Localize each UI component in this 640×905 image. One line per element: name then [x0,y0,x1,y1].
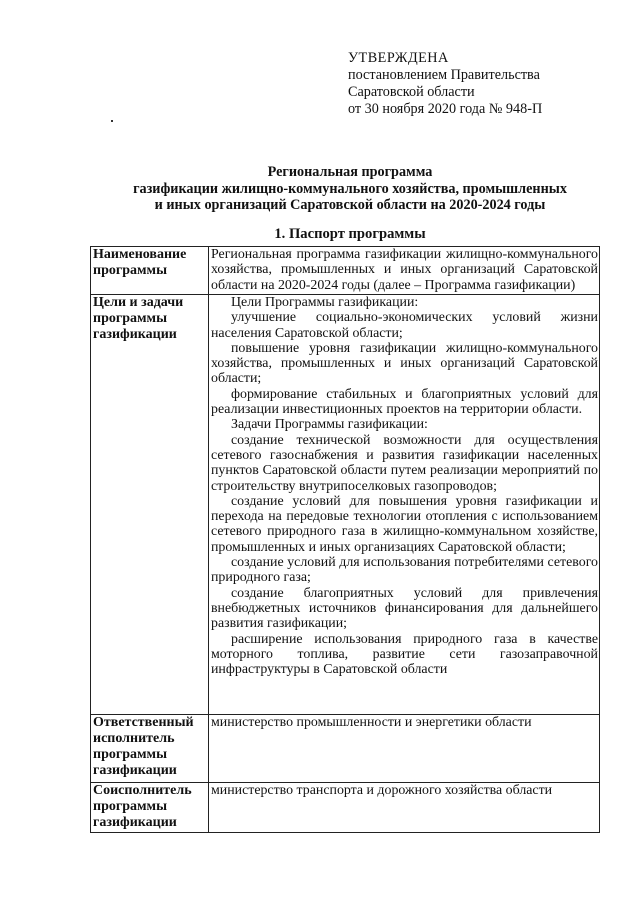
approval-line: постановлением Правительства [348,67,540,83]
content-paragraph: создание технической возможности для осуществления сетевого газоснабжения и развития газификации населенных пунктов Саратовской области путем реализации мероприятий по строительству внутрипоселковых газопроводов; [211,432,598,494]
passport-row [91,295,600,715]
passport-row [91,715,600,783]
passport-row-content [209,783,600,833]
content-paragraph: создание благоприятных условий для привлечения внебюджетных источников финансирования для дальнейшего развития газификации; [211,585,598,632]
content-paragraph: создание условий для повышения уровня газификации и перехода на передовые технологии отопления с использованием сетевого природного газа в жилищно-коммунальном хозяйстве, промышленных и иных организациях Саратовской области; [211,493,598,555]
passport-row-content [209,247,600,295]
title-line: и иных организаций Саратовской области на 2020-2024 годы [154,197,546,213]
passport-row [91,783,600,833]
content-paragraph: министерство транспорта и дорожного хозяйства области [211,783,553,798]
content-paragraph: Задачи Программы газификации: [231,417,428,433]
passport-row-content [209,295,600,715]
title-line: газификации жилищно-коммунального хозяйства, промышленных [133,180,567,197]
content-paragraph: улучшение социально-экономических условий жизни населения Саратовской области; [211,310,598,341]
content-paragraph: министерство промышленности и энергетики области [211,715,532,730]
approval-heading: УТВЕРЖДЕНА [348,50,449,66]
content-paragraph: Цели Программы газификации: [231,295,419,310]
passport-row-label: Наименование программы [91,247,209,295]
approval-block [348,50,542,118]
passport-row [91,247,600,295]
approval-line: Саратовской области [348,84,475,100]
content-paragraph: формирование стабильных и благоприятных условий для реализации инвестиционных проектов на территории области. [211,386,598,418]
content-paragraph: создание условий для использования потребителями сетевого природного газа; [211,555,598,586]
approval-line: от 30 ноября 2020 года № 948-П [348,101,543,117]
passport-row-label: Цели и задачи программы газификации [91,295,209,715]
passport-table [90,246,600,833]
section-title: 1. Паспорт программы [274,226,426,242]
content-paragraph: расширение использования природного газа в качестве моторного топлива, развитие сети газозаправочной инфраструктуры в Саратовской области [211,631,598,678]
content-paragraph: Региональная программа газификации жилищно-коммунального хозяйства, промышленных и иных организаций Саратовской области на 2020-2024 годы (далее – Программа газификации) [211,247,598,293]
passport-row-label: Соисполнитель программы газификации [91,783,209,833]
title-line: Региональная программа [267,164,433,180]
passport-row-label: Ответственный исполнитель программы газификации [91,715,209,783]
scan-speck [111,120,113,122]
passport-row-content [209,715,600,783]
content-paragraph: повышение уровня газификации жилищно-коммунального хозяйства, промышленных и иных организаций Саратовской области; [211,340,598,387]
document-title [60,164,640,214]
